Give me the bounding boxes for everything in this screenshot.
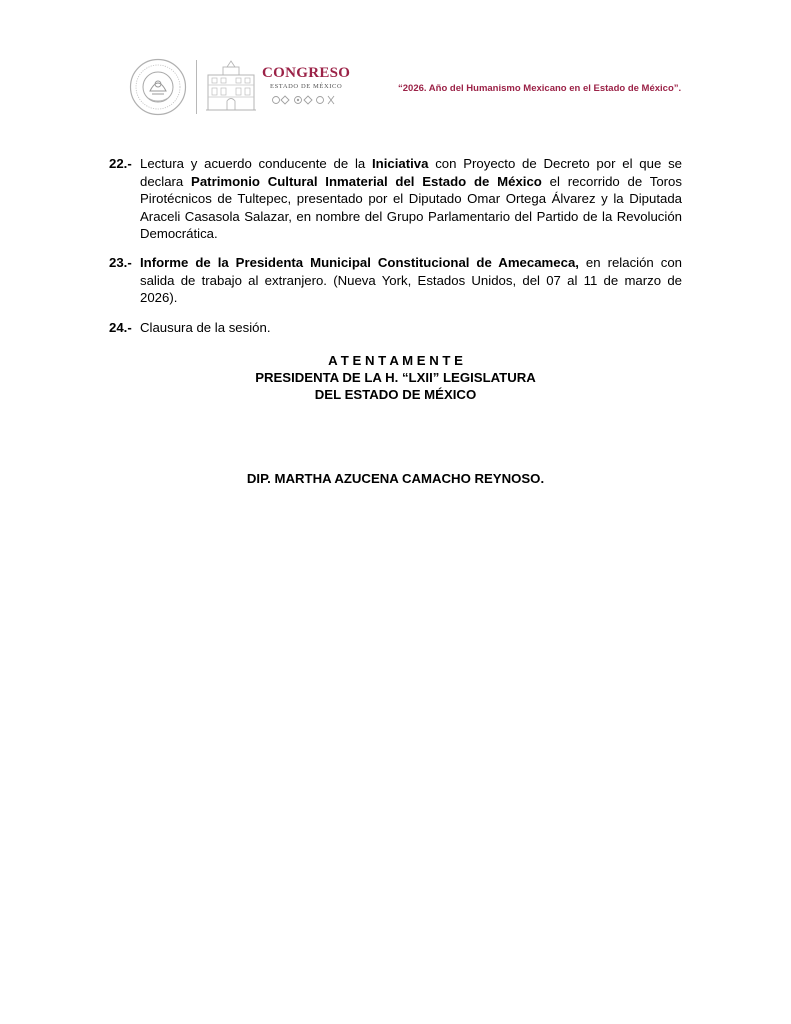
- agenda-item-22: [109, 155, 682, 243]
- bold-text-run: Patrimonio Cultural Inmaterial del Estado de México: [191, 173, 542, 189]
- estado-subtitle: ESTADO DE MÉXICO: [270, 83, 343, 90]
- item-number: 24.-: [109, 320, 132, 335]
- item-text: [140, 254, 682, 307]
- state-seal-icon: [129, 58, 187, 116]
- text-run: Lectura y acuerdo conducente de la: [140, 156, 372, 171]
- text-run: con Proyecto de Decreto por el que se declara: [140, 156, 682, 189]
- item-text: [140, 319, 682, 337]
- ornament-icons: [271, 94, 335, 106]
- item-number: 22.-: [109, 156, 132, 171]
- atentamente-heading: A T E N T A M E N T E: [328, 353, 463, 368]
- agenda-item-24: [109, 319, 682, 337]
- estado-line: DEL ESTADO DE MÉXICO: [314, 387, 477, 402]
- header-divider: [196, 60, 197, 114]
- signature-block: [0, 470, 791, 487]
- item-number: 23.-: [109, 255, 132, 270]
- bold-text-run: Iniciativa: [371, 156, 429, 171]
- presidenta-title: PRESIDENTA DE LA H. “LXII” LEGISLATURA: [255, 370, 536, 385]
- text-run: Clausura de la sesión.: [140, 320, 271, 335]
- text-run: en relación con salida de trabajo al extranjero. (Nueva York, Estados Unidos, del 07 al 11 de marzo de 2026).: [140, 255, 682, 305]
- closing-block: [0, 352, 791, 403]
- text-run: el recorrido de Toros Pirotécnicos de Tultepec, presentado por el Diputado Omar Ortega Álvarez y la Diputada Araceli Casasola Salazar, en nombre del Grupo Parlamentario del Partido de la Revolución Democrática.: [140, 173, 682, 241]
- congreso-wordmark: CONGRESO: [262, 65, 351, 81]
- legislature-building-icon: [204, 58, 258, 114]
- letterhead: [0, 0, 791, 130]
- item-text: [140, 155, 682, 243]
- year-motto: “2026. Año del Humanismo Mexicano en el Estado de México”.: [398, 83, 682, 94]
- bold-text-run: Informe de la Presidenta Municipal Constitucional de Amecameca,: [140, 255, 579, 270]
- agenda-item-23: [109, 254, 682, 307]
- signatory-name: DIP. MARTHA AZUCENA CAMACHO REYNOSO.: [246, 471, 545, 486]
